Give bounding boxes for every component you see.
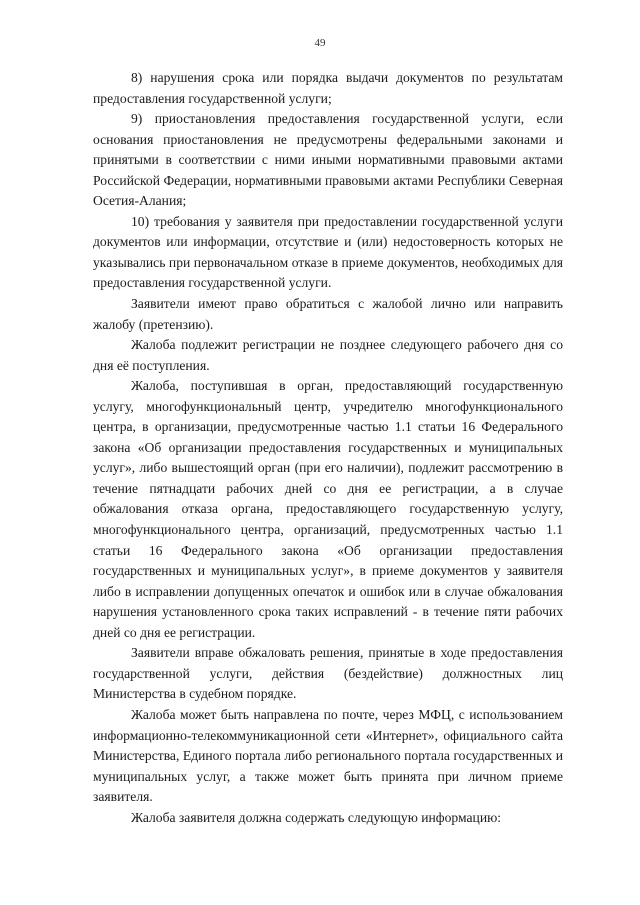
paragraph-registration: Жалоба подлежит регистрации не позднее следующего рабочего дня со дня её поступления. (93, 337, 563, 373)
paragraph-item-10: 10) требования у заявителя при предоставлении государственной услуги документов или информации, отсутствие и (или) недостоверность которых не указывались при первоначальном отказе в приеме документов, необходимых для предоставления государственной услуги. (93, 213, 563, 291)
paragraph-item-8: 8) нарушения срока или порядка выдачи документов по результатам предоставления государственной услуги; (93, 70, 563, 106)
paragraph-court-appeal: Заявители вправе обжаловать решения, принятые в ходе предоставления государственной услуги, действия (бездействие) должностных лиц Министерства в судебном порядке. (93, 645, 563, 702)
body-text (93, 68, 563, 828)
paragraph-right-to-complain: Заявители имеют право обратиться с жалобой лично или направить жалобу (претензию). (93, 296, 563, 332)
paragraph-item-9: 9) приостановления предоставления государственной услуги, если основания приостановления не предусмотрены федеральными законами и принятыми в соответствии с ними иными нормативными правовыми актами Российской Федерации, нормативными правовыми актами Республики Северная Осетия-Алания; (93, 111, 563, 209)
paragraph-review-terms: Жалоба, поступившая в орган, предоставляющий государственную услугу, многофункциональный центр, учредителю многофункционального центра, в организации, предусмотренные частью 1.1 статьи 16 Федерального закона «Об организации предоставления государственных и муниципальных услуг», либо вышестоящий орган (при его наличии), подлежит рассмотрению в течение пятнадцати рабочих дней со дня ее регистрации, а в случае обжалования отказа органа, предоставляющего государственную услугу, многофункционального центра, организаций, предусмотренных частью 1.1 статьи 16 Федерального закона «Об организации предоставления государственных и муниципальных услуг», в приеме документов у заявителя либо в исправлении допущенных опечаток и ошибок или в случае обжалования нарушения установленного срока таких исправлений - в течение пяти рабочих дней со дня ее регистрации. (93, 378, 563, 640)
paragraph-submission-channels: Жалоба может быть направлена по почте, через МФЦ, с использованием информационно-телекоммуникационной сети «Интернет», официального сайта Министерства, Единого портала либо регионального портала государственных и муниципальных услуг, а также может быть принята при личном приеме заявителя. (93, 706, 563, 805)
paragraph-complaint-contents: Жалоба заявителя должна содержать следующую информацию: (131, 809, 502, 825)
page-number: 49 (314, 37, 326, 49)
